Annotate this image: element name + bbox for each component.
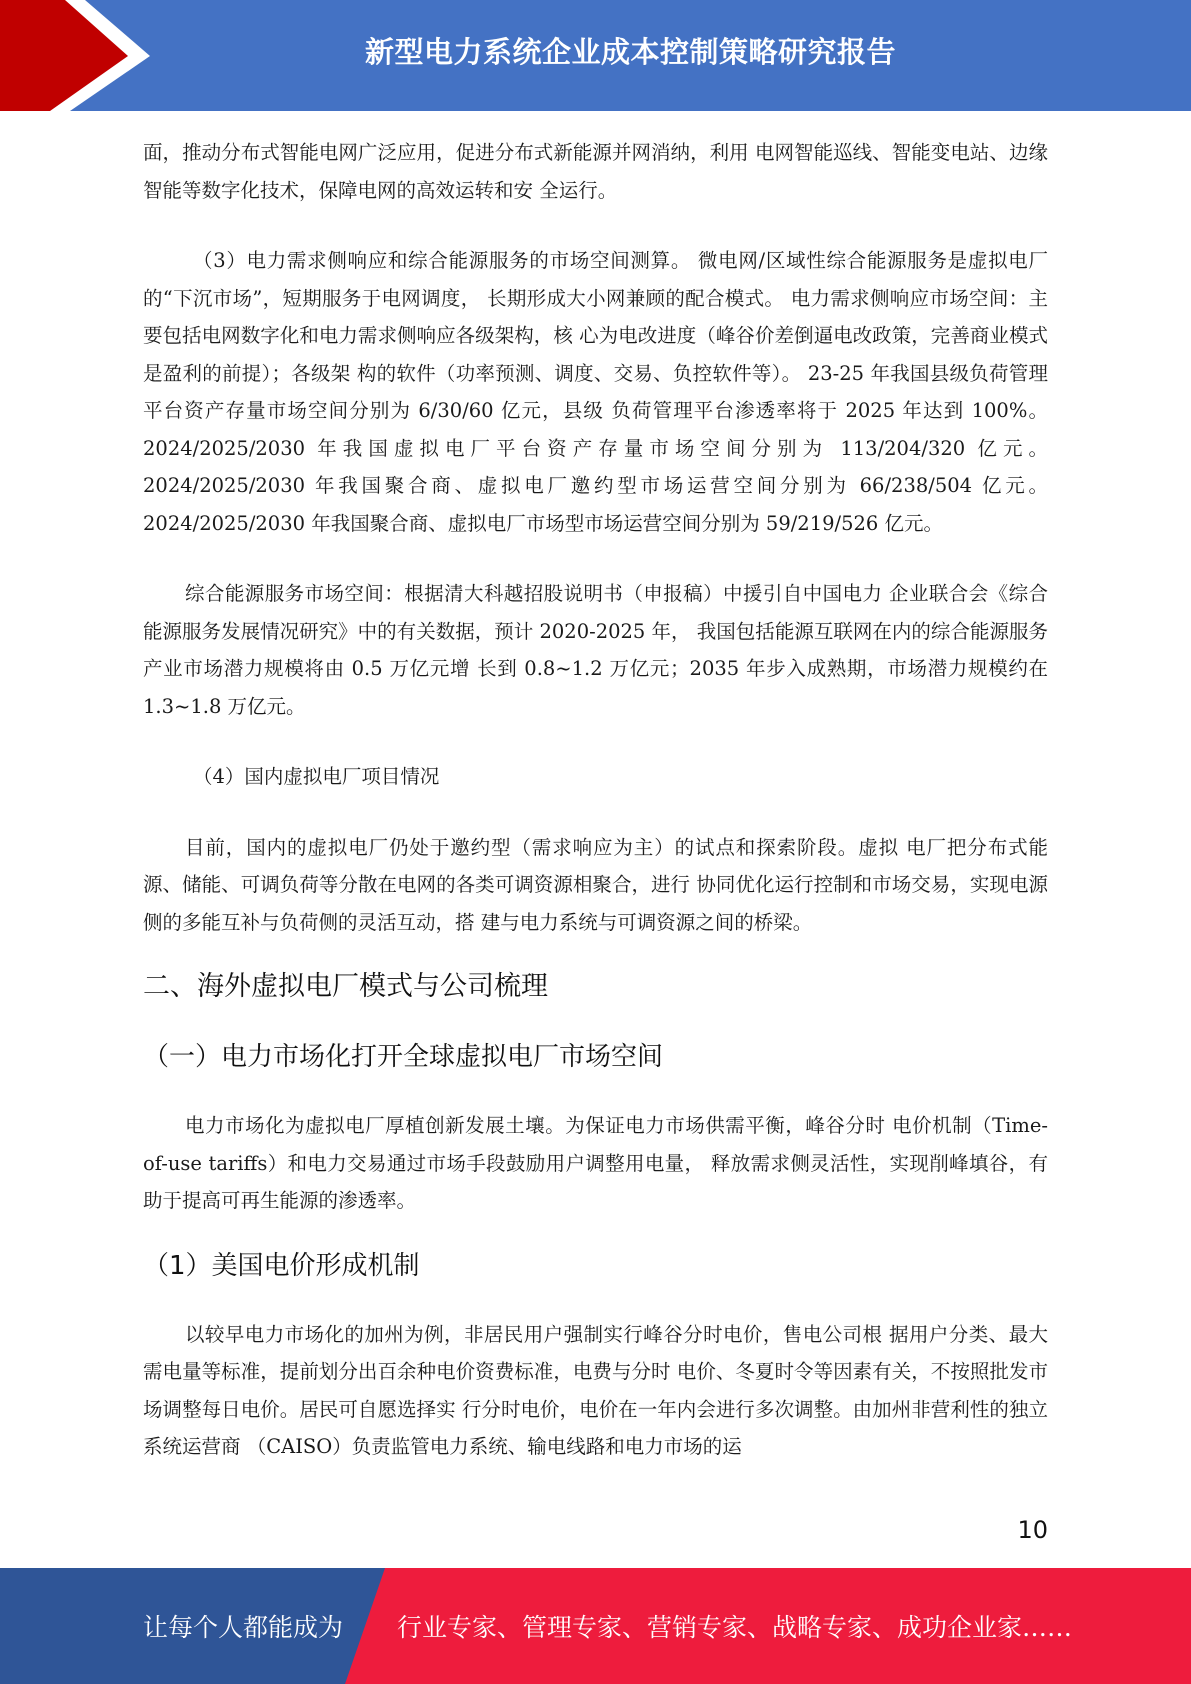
page-footer bbox=[0, 1568, 1191, 1684]
page-number: 10 bbox=[1017, 1516, 1048, 1544]
section-heading-us-pricing: （1）美国电价形成机制 bbox=[143, 1250, 420, 1281]
footer-slogan-left: 让每个人都能成为 bbox=[143, 1613, 344, 1642]
paragraph-domestic-vpp-status: 目前，国内的虚拟电厂仍处于邀约型（需求响应为主）的试点和探索阶段。虚拟 电厂把分布式能源、储能、可调负荷等分散在电网的各类可调资源相聚合，进行 协同优化运行控制和市场交易，实现电源侧的多能互补与负荷侧的灵活互动，搭 建与电力系统与可调资源之间的桥梁。 bbox=[143, 835, 1048, 934]
section-heading-market-space: （一）电力市场化打开全球虚拟电厂市场空间 bbox=[143, 1042, 664, 1072]
footer-slogan-right: 行业专家、管理专家、营销专家、战略专家、成功企业家…… bbox=[397, 1613, 1073, 1642]
paragraph-california-pricing: 以较早电力市场化的加州为例，非居民用户强制实行峰谷分时电价，售电公司根 据用户分类、最大需电量等标准，提前划分出百余种电价资费标准，电费与分时 电价、冬夏时令等因素有关，不按照批发市场调整每日电价。居民可自愿选择实 行分时电价，电价在一年内会进行多次调整。由加州非营利性的独立系统运营商 （CAISO）负责监管电力系统、输电线路和电力市场的运 bbox=[143, 1322, 1048, 1458]
paragraph-grid-digitalization: 面，推动分布式智能电网广泛应用，促进分布式新能源并网消纳，利用 电网智能巡线、智能变电站、边缘智能等数字化技术，保障电网的高效运转和安 全运行。 bbox=[143, 141, 1048, 202]
paragraph-integrated-energy-market: 综合能源服务市场空间：根据清大科越招股说明书（申报稿）中援引自中国电力 企业联合会《综合能源服务发展情况研究》中的有关数据，预计 2020-2025 年， 我国包括能源互联网在内的综合能源服务产业市场潜力规模将由 0.5 万亿元增 长到 0.8~1.2 万亿元；2035 年步入成熟期，市场潜力规模约在 1.3~1.8 万亿元。 bbox=[143, 582, 1048, 718]
paragraph-demand-response-market: （3）电力需求侧响应和综合能源服务的市场空间测算。 微电网/区域性综合能源服务是虚拟电厂的“下沉市场”，短期服务于电网调度， 长期形成大小网兼顾的配合模式。 电力需求侧响应市场空间：主要包括电网数字化和电力需求侧响应各级架构，核 心为电改进度（峰谷价差倒逼电改政策，完善商业模式是盈利的前提）；各级架 构的软件（功率预测、调度、交易、负控软件等）。 23-25 年我国县级负荷管理平台资产存量市场空间分别为 6/30/60 亿元，县级 负荷管理平台渗透率将于 2025 年达到 100%。 2024/2025/2030 年我国虚拟电厂平台资产存量市场空间分别为 113/204/320 亿元。 2024/2025/2030 年我国聚合商、虚拟电厂邀约型市场运营空间分别为 66/238/504 亿元。 2024/2025/2030 年我国聚合商、虚拟电厂市场型市场运营空间分别为 59/219/526 亿元。 bbox=[143, 249, 1048, 535]
section-heading-overseas-vpp: 二、海外虚拟电厂模式与公司梳理 bbox=[143, 971, 548, 1002]
subheading-domestic-vpp-projects: （4）国内虚拟电厂项目情况 bbox=[193, 765, 440, 788]
report-title: 新型电力系统企业成本控制策略研究报告 bbox=[364, 34, 896, 69]
document-body bbox=[143, 134, 1048, 1466]
header-arrow-decoration bbox=[0, 0, 150, 111]
page-header bbox=[0, 0, 1191, 111]
paragraph-electricity-marketization: 电力市场化为虚拟电厂厚植创新发展土壤。为保证电力市场供需平衡，峰谷分时 电价机制（Time-of-use tariffs）和电力交易通过市场手段鼓励用户调整用电量， 释放需求侧灵活性，实现削峰填谷，有助于提高可再生能源的渗透率。 bbox=[143, 1114, 1048, 1212]
